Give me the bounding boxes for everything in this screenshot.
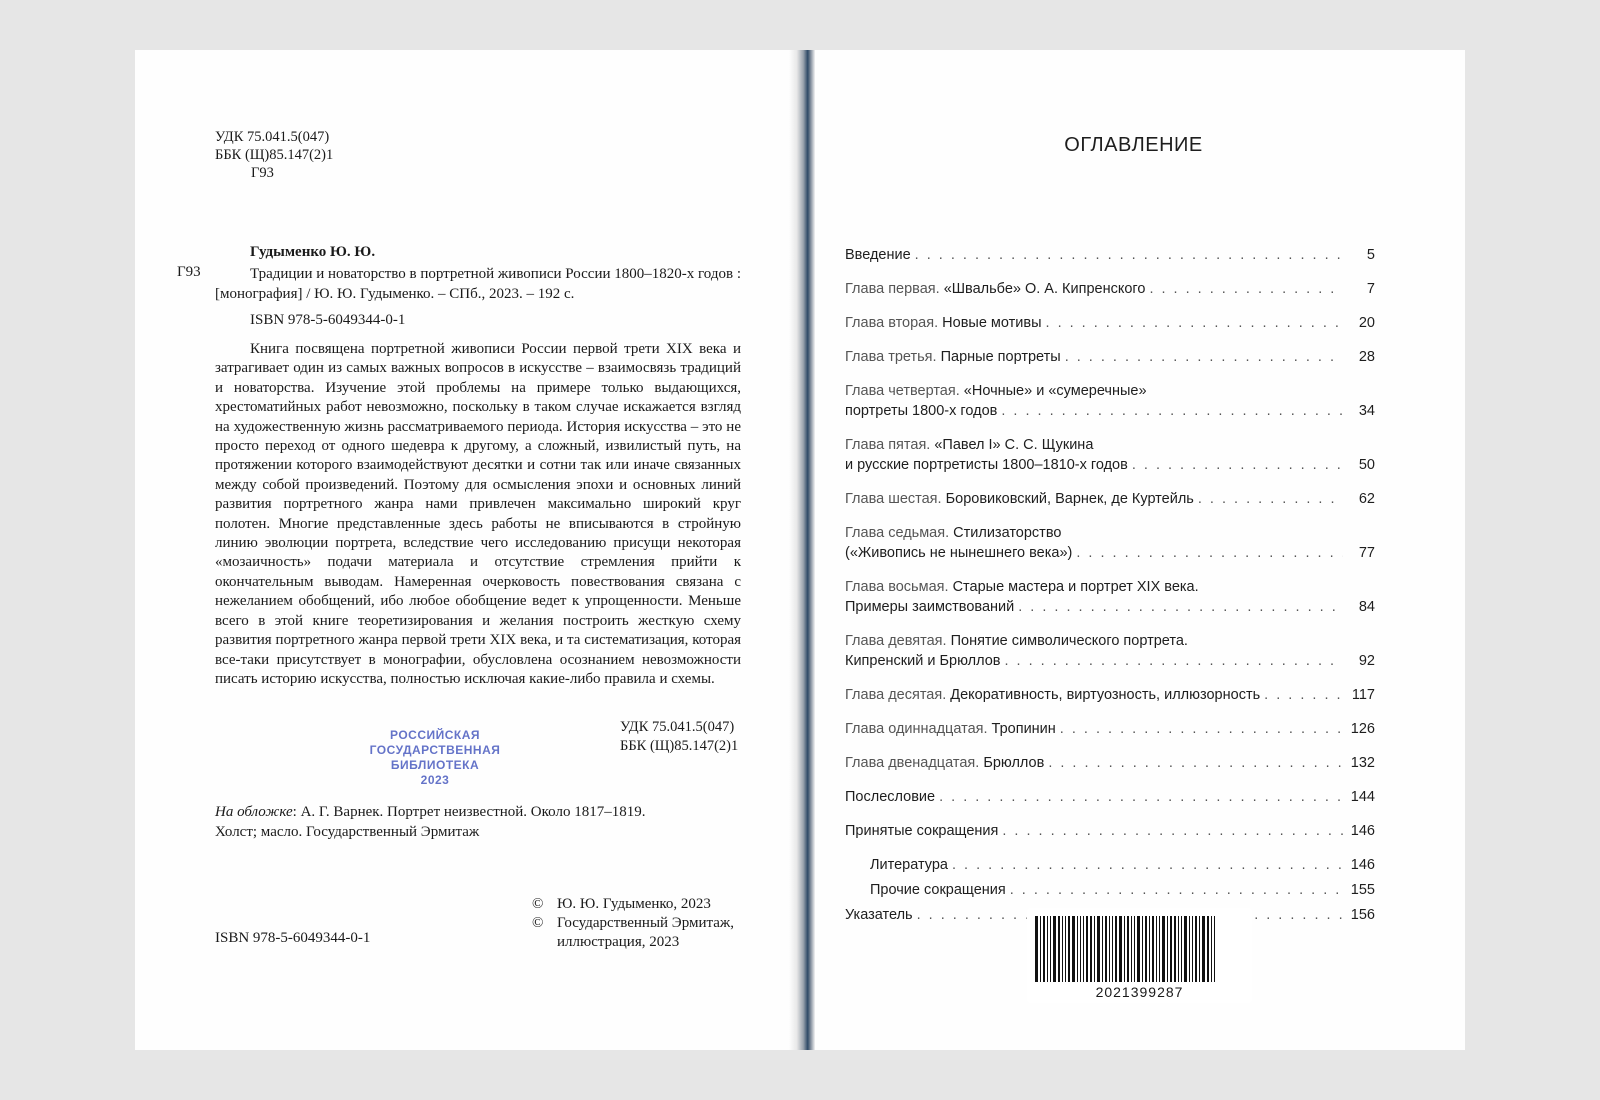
toc-title-text: Парные портреты <box>940 349 1061 365</box>
toc-page-number: 117 <box>1351 687 1375 703</box>
left-page <box>135 50 802 1050</box>
toc-line <box>845 435 1375 455</box>
toc-title-text: («Живопись не нынешнего века») <box>845 545 1073 561</box>
toc-title-text: Стилизаторство <box>953 525 1062 541</box>
toc-page-number: 126 <box>1350 721 1375 737</box>
toc-label <box>845 821 998 841</box>
toc-leader-dots <box>1060 719 1343 739</box>
toc-label <box>845 489 1194 509</box>
toc-entry <box>845 880 1375 900</box>
toc-line <box>845 787 1375 807</box>
toc-entry <box>845 279 1375 299</box>
toc-page-number: 155 <box>1350 882 1375 898</box>
toc-label <box>845 543 1072 563</box>
toc-title-text: «Ночные» и «сумеречные» <box>963 383 1147 399</box>
toc-page-number: 34 <box>1358 403 1375 419</box>
toc-leader-dots <box>1004 651 1343 671</box>
toc-leader-dots <box>1002 821 1343 841</box>
toc-title-text: Прочие сокращения <box>870 882 1006 898</box>
toc-label <box>845 787 935 807</box>
toc-leader-dots <box>1264 685 1343 705</box>
toc-line <box>845 651 1375 671</box>
toc-label <box>845 577 1199 597</box>
toc-page-number: 84 <box>1358 599 1375 615</box>
toc-title-text: Новые мотивы <box>942 315 1042 331</box>
toc-line <box>845 821 1375 841</box>
toc-page-number: 50 <box>1358 457 1375 473</box>
toc-page-number: 77 <box>1358 545 1375 561</box>
toc-leader-dots <box>1076 543 1343 563</box>
classification-block-bottom <box>620 718 740 756</box>
toc-title-text: Примеры заимствований <box>845 599 1015 615</box>
toc-line <box>845 489 1375 509</box>
library-stamp <box>360 728 510 788</box>
barcode-icon <box>1035 916 1245 982</box>
toc-label <box>845 347 1061 367</box>
toc-entry <box>845 381 1375 421</box>
bibliographic-record: Традиции и новаторство в портретной живописи России 1800–1820-х годов : [монография] / Ю. Ю. Гудыменко. – СПб., 2023. – 192 с. <box>215 266 741 302</box>
toc-leader-dots <box>1149 279 1343 299</box>
udk-code-bottom: УДК 75.041.5(047) <box>620 719 735 735</box>
toc-chapter-number: Глава пятая. <box>845 437 931 453</box>
toc-chapter-number: Глава одиннадцатая. <box>845 721 988 737</box>
toc-entry <box>845 489 1375 509</box>
stamp-line: ГОСУДАРСТВЕННАЯ <box>369 743 501 757</box>
toc-chapter-number: Глава двенадцатая. <box>845 755 980 771</box>
cover-note <box>215 802 685 842</box>
toc-title-text: «Швальбе» О. А. Кипренского <box>943 281 1146 297</box>
toc-label <box>845 455 1128 475</box>
toc-leader-dots <box>952 855 1343 875</box>
toc-page-number: 92 <box>1358 653 1375 669</box>
toc-chapter-number: Глава вторая. <box>845 315 939 331</box>
toc-label <box>845 719 1056 739</box>
toc-leader-dots <box>1048 753 1343 773</box>
annotation-text: Книга посвящена портретной живописи России первой трети XIX века и затрагивает один из самых важных вопросов в искусстве – взаимосвязь традиций и новаторства. Изучение этой проблемы на примере только выдающихся, хрестоматийных работ невозможно, поскольку в таком случае искажается взгляд на художественную жизнь рассматриваемого периода. История искусства – это не просто переход от одного шедевра к другому, а сложный, извилистый путь, на протяжении которого взаимодействуют десятки и сотни так или иначе связанных между собой произведений. Поэтому для осмысления эпохи и основных линий развития портретного жанра нами привлечен максимально широкий круг полотен. Многие представленные здесь работы не вписываются в стройную линию эволюции портрета, вследствие чего исследованию присущи некоторая «мозаичность» подачи материала и отсутствие стремления прийти к окончательным выводам. Намеренная очерковость повествования связана с нежеланием обобщений, ибо любое обобщение ведет к упрощенности. Меньше всего в этой книге теоретизирования и желания построить жесткую схему развития портретного жанра первой трети XIX века, и та систематизация, которая все-таки присутствует в монографии, обусловлена осознанием невозможности писать историю искусства, полностью исключая какие-либо правила и схемы. <box>215 341 741 687</box>
toc-label <box>845 435 1093 455</box>
toc-entry <box>845 347 1375 367</box>
toc-leader-dots <box>1010 880 1343 900</box>
toc-leader-dots <box>1132 455 1343 475</box>
toc-line <box>845 631 1375 651</box>
toc-line <box>845 577 1375 597</box>
toc-page-number: 5 <box>1366 247 1375 263</box>
copyright-row <box>532 895 752 914</box>
toc-page-number: 62 <box>1358 491 1375 507</box>
toc-title-text: Литература <box>870 857 948 873</box>
cover-text-2: Холст; масло. Государственный Эрмитаж <box>215 824 480 840</box>
toc-line <box>845 753 1375 773</box>
toc-title-text: Тропинин <box>991 721 1056 737</box>
copyright-row <box>532 914 752 952</box>
toc-title-text: Принятые сокращения <box>845 823 999 839</box>
toc-line <box>845 381 1375 401</box>
toc-label <box>845 279 1145 299</box>
toc-entry <box>845 821 1375 841</box>
bbk-code: ББК (Щ)85.147(2)1 <box>215 147 334 163</box>
toc-line <box>845 245 1375 265</box>
udk-code: УДК 75.041.5(047) <box>215 129 330 145</box>
toc-chapter-number: Глава десятая. <box>845 687 947 703</box>
table-of-contents <box>845 245 1375 939</box>
book-spread <box>135 50 1465 1050</box>
author-name: Гудыменко Ю. Ю. <box>250 244 376 260</box>
toc-title-text: Введение <box>845 247 911 263</box>
cover-label: На обложке <box>215 804 293 820</box>
author-code-margin: Г93 <box>177 264 201 280</box>
book-gutter <box>789 50 815 1050</box>
toc-chapter-number: Глава третья. <box>845 349 937 365</box>
toc-entry <box>845 435 1375 475</box>
toc-line <box>845 523 1375 543</box>
toc-label <box>845 631 1188 651</box>
toc-leader-dots <box>1198 489 1343 509</box>
copyright-symbol: © <box>532 915 544 931</box>
toc-label <box>845 753 1044 773</box>
toc-title: ОГЛАВЛЕНИЕ <box>1064 134 1203 156</box>
toc-chapter-number: Глава первая. <box>845 281 940 297</box>
toc-chapter-number: Глава седьмая. <box>845 525 950 541</box>
copyright-text: Ю. Ю. Гудыменко, 2023 <box>557 896 711 912</box>
toc-page-number: 132 <box>1350 755 1375 771</box>
stamp-line: БИБЛИОТЕКА <box>390 758 480 772</box>
toc-leader-dots <box>1046 313 1343 333</box>
barcode-sticker <box>1027 908 1252 1003</box>
toc-entry <box>845 245 1375 265</box>
toc-line <box>845 313 1375 333</box>
toc-leader-dots <box>1018 597 1343 617</box>
author-code: Г93 <box>251 165 274 181</box>
toc-leader-dots <box>1001 401 1343 421</box>
toc-title-text: и русские портретисты 1800–1810-х годов <box>845 457 1128 473</box>
toc-page-number: 20 <box>1358 315 1375 331</box>
toc-title-text: Декоративность, виртуозность, иллюзорность <box>950 687 1261 703</box>
toc-line <box>845 401 1375 421</box>
toc-label <box>870 855 948 875</box>
toc-title-text: Кипренский и Брюллов <box>845 653 1001 669</box>
toc-line <box>845 455 1375 475</box>
toc-label <box>845 523 1061 543</box>
right-page <box>802 50 1465 1050</box>
toc-page-number: 156 <box>1350 907 1375 923</box>
toc-entry <box>845 523 1375 563</box>
toc-title-text: Понятие символического портрета. <box>950 633 1188 649</box>
copyright-block <box>532 895 752 952</box>
toc-line <box>845 279 1375 299</box>
toc-line <box>845 543 1375 563</box>
toc-entry <box>845 685 1375 705</box>
toc-line <box>845 685 1375 705</box>
toc-leader-dots <box>1065 347 1343 367</box>
toc-title-text: Старые мастера и портрет XIX века. <box>952 579 1199 595</box>
toc-entry <box>845 855 1375 875</box>
stamp-line: РОССИЙСКАЯ <box>389 728 481 742</box>
stamp-line: 2023 <box>420 773 450 787</box>
toc-label <box>845 905 913 925</box>
cover-text: : А. Г. Варнек. Портрет неизвестной. Около 1817–1819. <box>292 804 646 820</box>
copyright-symbol: © <box>532 896 544 912</box>
toc-chapter-number: Глава четвертая. <box>845 383 960 399</box>
classification-block <box>215 128 333 182</box>
isbn-bottom: ISBN 978-5-6049344-0-1 <box>215 930 371 946</box>
toc-chapter-number: Глава шестая. <box>845 491 942 507</box>
toc-label <box>845 651 1000 671</box>
toc-line <box>845 597 1375 617</box>
toc-label <box>870 880 1006 900</box>
copyright-text: Государственный Эрмитаж, иллюстрация, 2023 <box>557 915 735 950</box>
toc-label <box>845 401 997 421</box>
toc-title-text: «Павел I» С. С. Щукина <box>934 437 1094 453</box>
toc-chapter-number: Глава девятая. <box>845 633 947 649</box>
toc-line <box>870 855 1375 875</box>
toc-title-text: Боровиковский, Варнек, де Куртейль <box>945 491 1194 507</box>
toc-page-number: 28 <box>1358 349 1375 365</box>
toc-title-text: Послесловие <box>845 789 936 805</box>
toc-line <box>845 347 1375 367</box>
toc-title-text: Указатель <box>845 907 913 923</box>
toc-entry <box>845 753 1375 773</box>
toc-page-number: 7 <box>1366 281 1375 297</box>
toc-chapter-number: Глава восьмая. <box>845 579 949 595</box>
bbk-code-bottom: ББК (Щ)85.147(2)1 <box>620 738 739 754</box>
toc-leader-dots <box>939 787 1343 807</box>
toc-label <box>845 685 1260 705</box>
toc-entry <box>845 719 1375 739</box>
toc-leader-dots <box>915 245 1343 265</box>
toc-line <box>845 719 1375 739</box>
barcode-number: 2021399287 <box>1095 984 1184 1000</box>
toc-entry <box>845 577 1375 617</box>
toc-label <box>845 313 1042 333</box>
toc-line <box>870 880 1375 900</box>
toc-entry <box>845 313 1375 333</box>
toc-page-number: 146 <box>1350 823 1375 839</box>
isbn: ISBN 978-5-6049344-0-1 <box>250 312 406 328</box>
toc-label <box>845 597 1014 617</box>
toc-page-number: 146 <box>1350 857 1375 873</box>
toc-label <box>845 245 911 265</box>
toc-page-number: 144 <box>1350 789 1375 805</box>
toc-entry <box>845 631 1375 671</box>
toc-label <box>845 381 1147 401</box>
toc-title-text: Брюллов <box>983 755 1045 771</box>
toc-title-text: портреты 1800-х годов <box>845 403 998 419</box>
toc-entry <box>845 787 1375 807</box>
